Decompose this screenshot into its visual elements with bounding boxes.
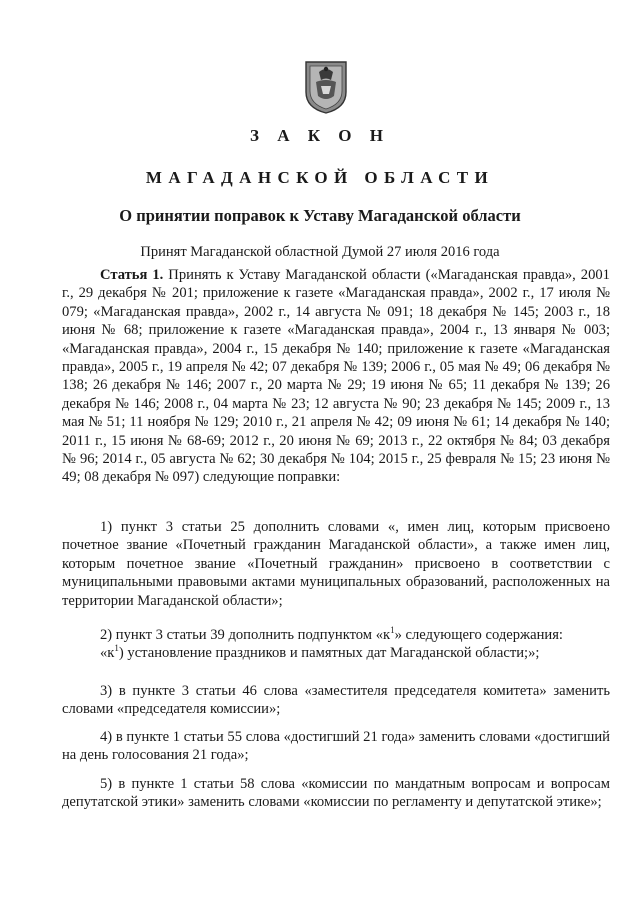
amendment-item-5 <box>62 775 610 812</box>
superscript-k1-quote: 1 <box>114 643 119 654</box>
amendment-item-2-text-a: 2) пункт 3 статьи 39 дополнить подпунктом «к <box>100 627 391 643</box>
amendment-item-2-text-d: ) установление праздников и памятных дат Магаданской области;»; <box>118 645 540 662</box>
coat-of-arms-emblem <box>303 58 349 114</box>
amendment-item-2 <box>62 626 610 663</box>
amendment-item-2-text-b: » следующего содержания: <box>394 627 563 643</box>
amendment-item-4 <box>62 728 610 765</box>
amendment-item-3 <box>62 682 610 719</box>
article-1-text: Принять к Уставу Магаданской области («Магаданская правда», 2001 г., 29 декабря № 201; приложение к газете «Магаданская правда», 2002 г., 17 июля № 079; «Магаданская правда», 2002 г., 14 августа № 091; 18 декабря № 145; 2003 г., 18 июня № 68; приложение к газете «Магаданская правда», 2004 г., 13 января № 003; «Магаданская правда», 2004 г., 15 декабря № 140; приложение к газете «Магаданская правда», 2005 г., 19 апреля № 42; 07 декабря № 139; 2006 г., 05 мая № 49; 06 декабря № 138; 26 декабря № 146; 2007 г., 20 марта № 29; 19 июня № 65; 11 декабря № 139; 26 декабря № 146; 2008 г., 04 марта № 23; 12 августа № 90; 23 декабря № 145; 2009 г., 13 мая № 51; 11 ноября № 129; 2010 г., 21 апреля № 42; 09 июня № 61; 14 декабря № 140; 2011 г., 15 июня № 68-69; 2012 г., 20 июня № 69; 2013 г., 22 октября № 84; 03 декабря № 96; 2014 г., 05 августа № 62; 30 декабря № 104; 2015 г., 25 февраля № 15; 23 июня № 49; 08 декабря № 097) следующие поправки: <box>62 267 610 486</box>
amendment-item-5-text: 5) в пункте 1 статьи 58 слова «комиссии по мандатным вопросам и вопросам депутатской этики» заменить словами «комиссии по регламенту и депутатской этике»; <box>62 776 610 811</box>
amendment-item-1 <box>62 518 610 610</box>
region-title: МАГАДАНСКОЙ ОБЛАСТИ <box>145 168 495 187</box>
amendment-item-1-text: 1) пункт 3 статьи 25 дополнить словами «, имен лиц, которым присвоено почетное звание «Почетный гражданин Магаданской области», а также имен лиц, которым почетное звание «Почетный гражданин» присвоено в соответствии с муниципальными правовыми актами муниципальных образований, расположенных на территории Магаданской области»; <box>62 519 610 609</box>
document-type-title: З А К О Н <box>249 126 391 145</box>
article-1-paragraph <box>62 266 610 487</box>
amendment-item-3-text: 3) в пункте 3 статьи 46 слова «заместителя председателя комитета» заменить словами «председателя комиссии»; <box>62 683 610 718</box>
adoption-line: Принят Магаданской областной Думой 27 июля 2016 года <box>140 244 500 260</box>
superscript-k1: 1 <box>390 625 395 636</box>
amendment-item-4-text: 4) в пункте 1 статьи 55 слова «достигший 21 года» заменить словами «достигший на день голосования 21 года»; <box>62 729 610 764</box>
law-subject-heading: О принятии поправок к Уставу Магаданской области <box>119 206 521 225</box>
amendment-item-2-text-c: «к <box>100 645 115 662</box>
article-1-label: Статья 1. <box>100 267 164 283</box>
